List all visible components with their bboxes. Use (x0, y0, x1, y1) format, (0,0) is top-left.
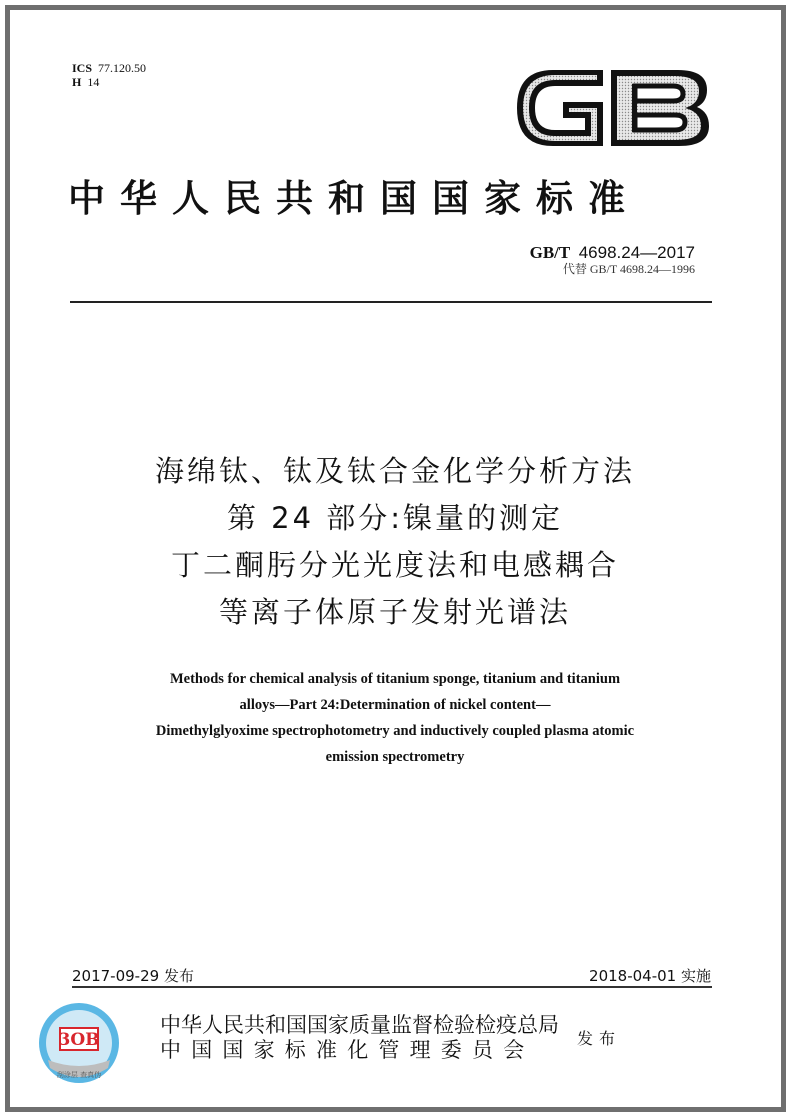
chinese-title-line: 第 24 部分:镍量的测定 (226, 501, 564, 535)
svg-text:3OB: 3OB (58, 1030, 100, 1050)
english-title-line: alloys—Part 24:Determination of nickel content— (239, 697, 551, 713)
header-divider (70, 301, 712, 303)
issuer-sac: 中国国家标准化管理委员会 (160, 1038, 535, 1062)
chinese-title-line: 海绵钛、钛及钛合金化学分析方法 (154, 454, 635, 488)
chinese-title-line: 丁二酮肟分光光度法和电感耦合 (170, 548, 619, 582)
ccs-label: H (72, 75, 82, 89)
replaces-standard: 代替 GB/T 4698.24—1996 (562, 262, 695, 276)
publish-label: 发布 (577, 1029, 622, 1048)
issuer-aqsiq: 中华人民共和国国家质量监督检验检疫总局 (160, 1013, 559, 1037)
standard-prefix: GB/T (529, 243, 571, 262)
english-title-line: Methods for chemical analysis of titanium sponge, titanium and titanium (169, 671, 621, 687)
implementation-date: 2018-04-01 实施 (589, 967, 711, 985)
issuing-authorities (160, 1013, 559, 1063)
national-standard-title: 中华人民共和国国家标准 (68, 176, 640, 220)
ccs-code: 14 (87, 75, 100, 89)
footer-divider (72, 986, 712, 988)
english-title-line: Dimethylglyoxime spectrophotometry and inductively coupled plasma atomic (155, 723, 635, 739)
standard-number: 4698.24—2017 (578, 243, 695, 262)
ics-label: ICS (72, 61, 93, 75)
standard-number-block (530, 244, 695, 276)
anti-counterfeit-seal-icon (38, 1002, 120, 1084)
chinese-title-line: 等离子体原子发射光谱法 (218, 595, 571, 629)
issue-date: 2017-09-29 发布 (72, 967, 194, 985)
gb-logo-icon (513, 66, 713, 150)
seal-text: 刮涂层 查真伪 (56, 1071, 102, 1079)
chinese-title (60, 448, 730, 636)
ics-code: 77.120.50 (98, 61, 147, 75)
english-title-line: emission spectrometry (325, 749, 465, 765)
english-title (60, 666, 730, 770)
classification-codes (72, 61, 146, 89)
